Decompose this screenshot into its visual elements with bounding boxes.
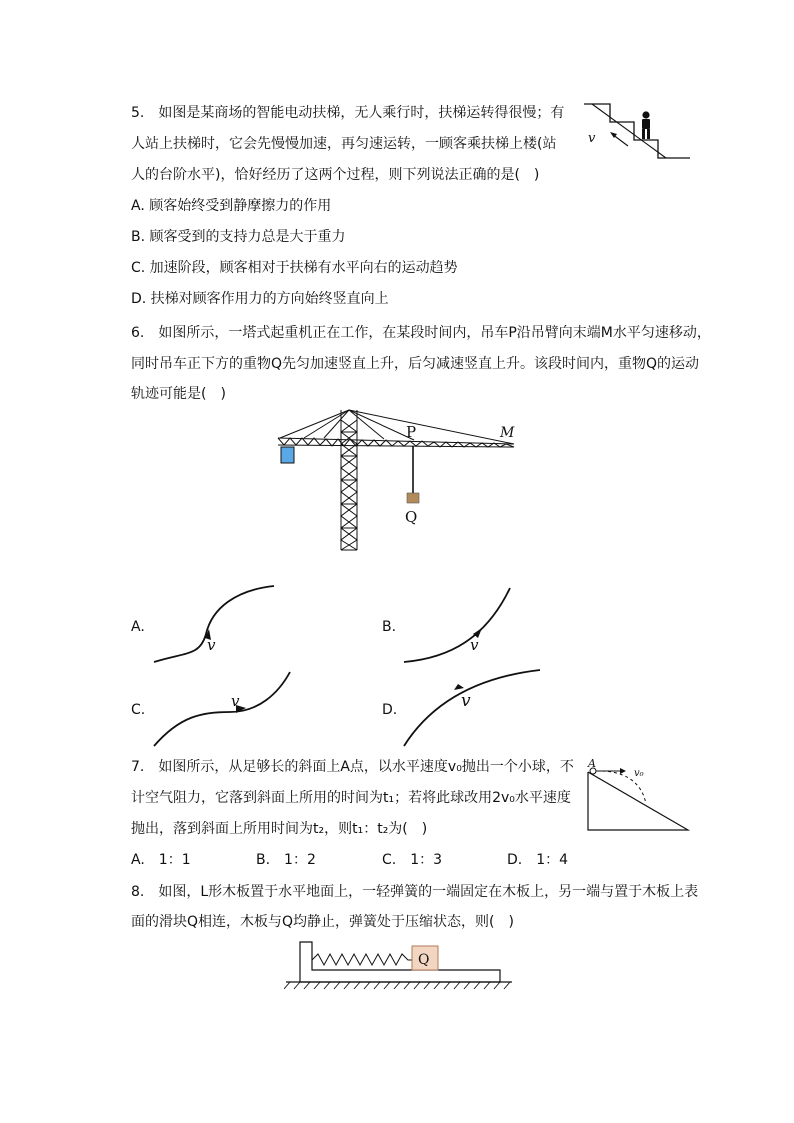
crane-figure: [274, 406, 520, 554]
q6-line-1: 6. 如图所示，一塔式起重机正在工作，在某段时间内，吊车P沿吊臂向末端M水平匀速移动，: [131, 325, 711, 341]
v0-label: v₀: [634, 768, 644, 779]
incline-triangle: [588, 772, 688, 830]
trolley-p-label: P: [406, 423, 417, 441]
q6-choice-c-label: C.: [131, 702, 146, 718]
q6-choice-d-arrowhead: [454, 684, 464, 690]
q7-line-1: 7. 如图所示，从足够长的斜面上A点，以水平速度v₀抛出一个小球，不: [131, 759, 574, 775]
compressed-spring: [312, 954, 412, 965]
q6-choice-a-label: A.: [131, 619, 145, 635]
jib-end-m-label: M: [500, 425, 515, 441]
q7-line-3: 抛出，落到斜面上所用时间为t₂，则t₁：t₂为( ): [131, 821, 428, 837]
q6-choice-d-trajectory: [400, 664, 544, 750]
escalator-incline: [592, 104, 666, 158]
q7-option-b: B. 1：2: [256, 852, 316, 868]
cargo-q-label: Q: [405, 508, 418, 526]
q5-option-b: B. 顾客受到的支持力总是大于重力: [131, 229, 346, 245]
escalator-figure: [582, 100, 694, 164]
q5-option-a: A. 顾客始终受到静摩擦力的作用: [131, 198, 332, 214]
q6-choice-c-trajectory: [150, 668, 296, 750]
incline-projectile-figure: [584, 756, 694, 834]
person-icon: [642, 111, 650, 139]
counterweight-box: [281, 447, 294, 463]
q7-option-c: C. 1：3: [382, 852, 443, 868]
q7-option-d: D. 1：4: [507, 852, 569, 868]
ground-hatching: [284, 982, 510, 989]
q6-choice-b-label: B.: [382, 619, 397, 635]
q5-option-d: D. 扶梯对顾客作用力的方向始终竖直向上: [131, 291, 389, 307]
q6-line-3: 轨迹可能是( ): [131, 386, 226, 402]
cargo-q-block: [407, 493, 419, 503]
q6-choice-c-v: v: [231, 692, 240, 710]
v0-arrowhead: [620, 768, 626, 774]
slider-q-label: Q: [418, 952, 430, 968]
q6-choice-d-v: v: [461, 691, 471, 711]
q8-line-2: 面的滑块Q相连，木板与Q均静止，弹簧处于压缩状态，则( ): [131, 914, 514, 930]
q5-line-3: 人的台阶水平)，恰好经历了这两个过程，则下列说法正确的是( ): [131, 167, 540, 183]
spring-board-figure: [284, 938, 514, 990]
crane-jib: [278, 438, 514, 447]
q6-choice-d-label: D.: [382, 702, 398, 718]
velocity-label: v: [588, 131, 596, 146]
q5-line-1: 5. 如图是某商场的智能电动扶梯，无人乘行时，扶梯运转得很慢；有: [131, 105, 565, 121]
q6-choice-a-v: v: [207, 636, 216, 654]
q5-option-c: C. 加速阶段，顾客相对于扶梯有水平向右的运动趋势: [131, 260, 458, 276]
q7-option-a: A. 1：1: [131, 852, 191, 868]
q6-line-2: 同时吊车正下方的重物Q先匀加速竖直上升，后匀减速竖直上升。该段时间内，重物Q的运动: [131, 356, 700, 372]
crane-tower: [341, 410, 357, 550]
q6-choice-b-trajectory: [400, 582, 516, 668]
q6-choice-b-v: v: [470, 636, 479, 654]
escalator-steps: [584, 104, 690, 158]
q5-line-2: 人站上扶梯时，它会先慢慢加速，再匀速运转，一顾客乘扶梯上楼(站: [131, 136, 557, 152]
q6-choice-a-trajectory: [150, 582, 280, 668]
q8-line-1: 8. 如图，L形木板置于水平地面上，一轻弹簧的一端固定在木板上，另一端与置于木板上表: [131, 884, 699, 900]
point-a-label: A: [588, 757, 596, 770]
l-shaped-board: [300, 942, 500, 982]
q7-line-2: 计空气阻力，它落到斜面上所用的时间为t₁；若将此球改用2v₀水平速度: [131, 790, 571, 806]
